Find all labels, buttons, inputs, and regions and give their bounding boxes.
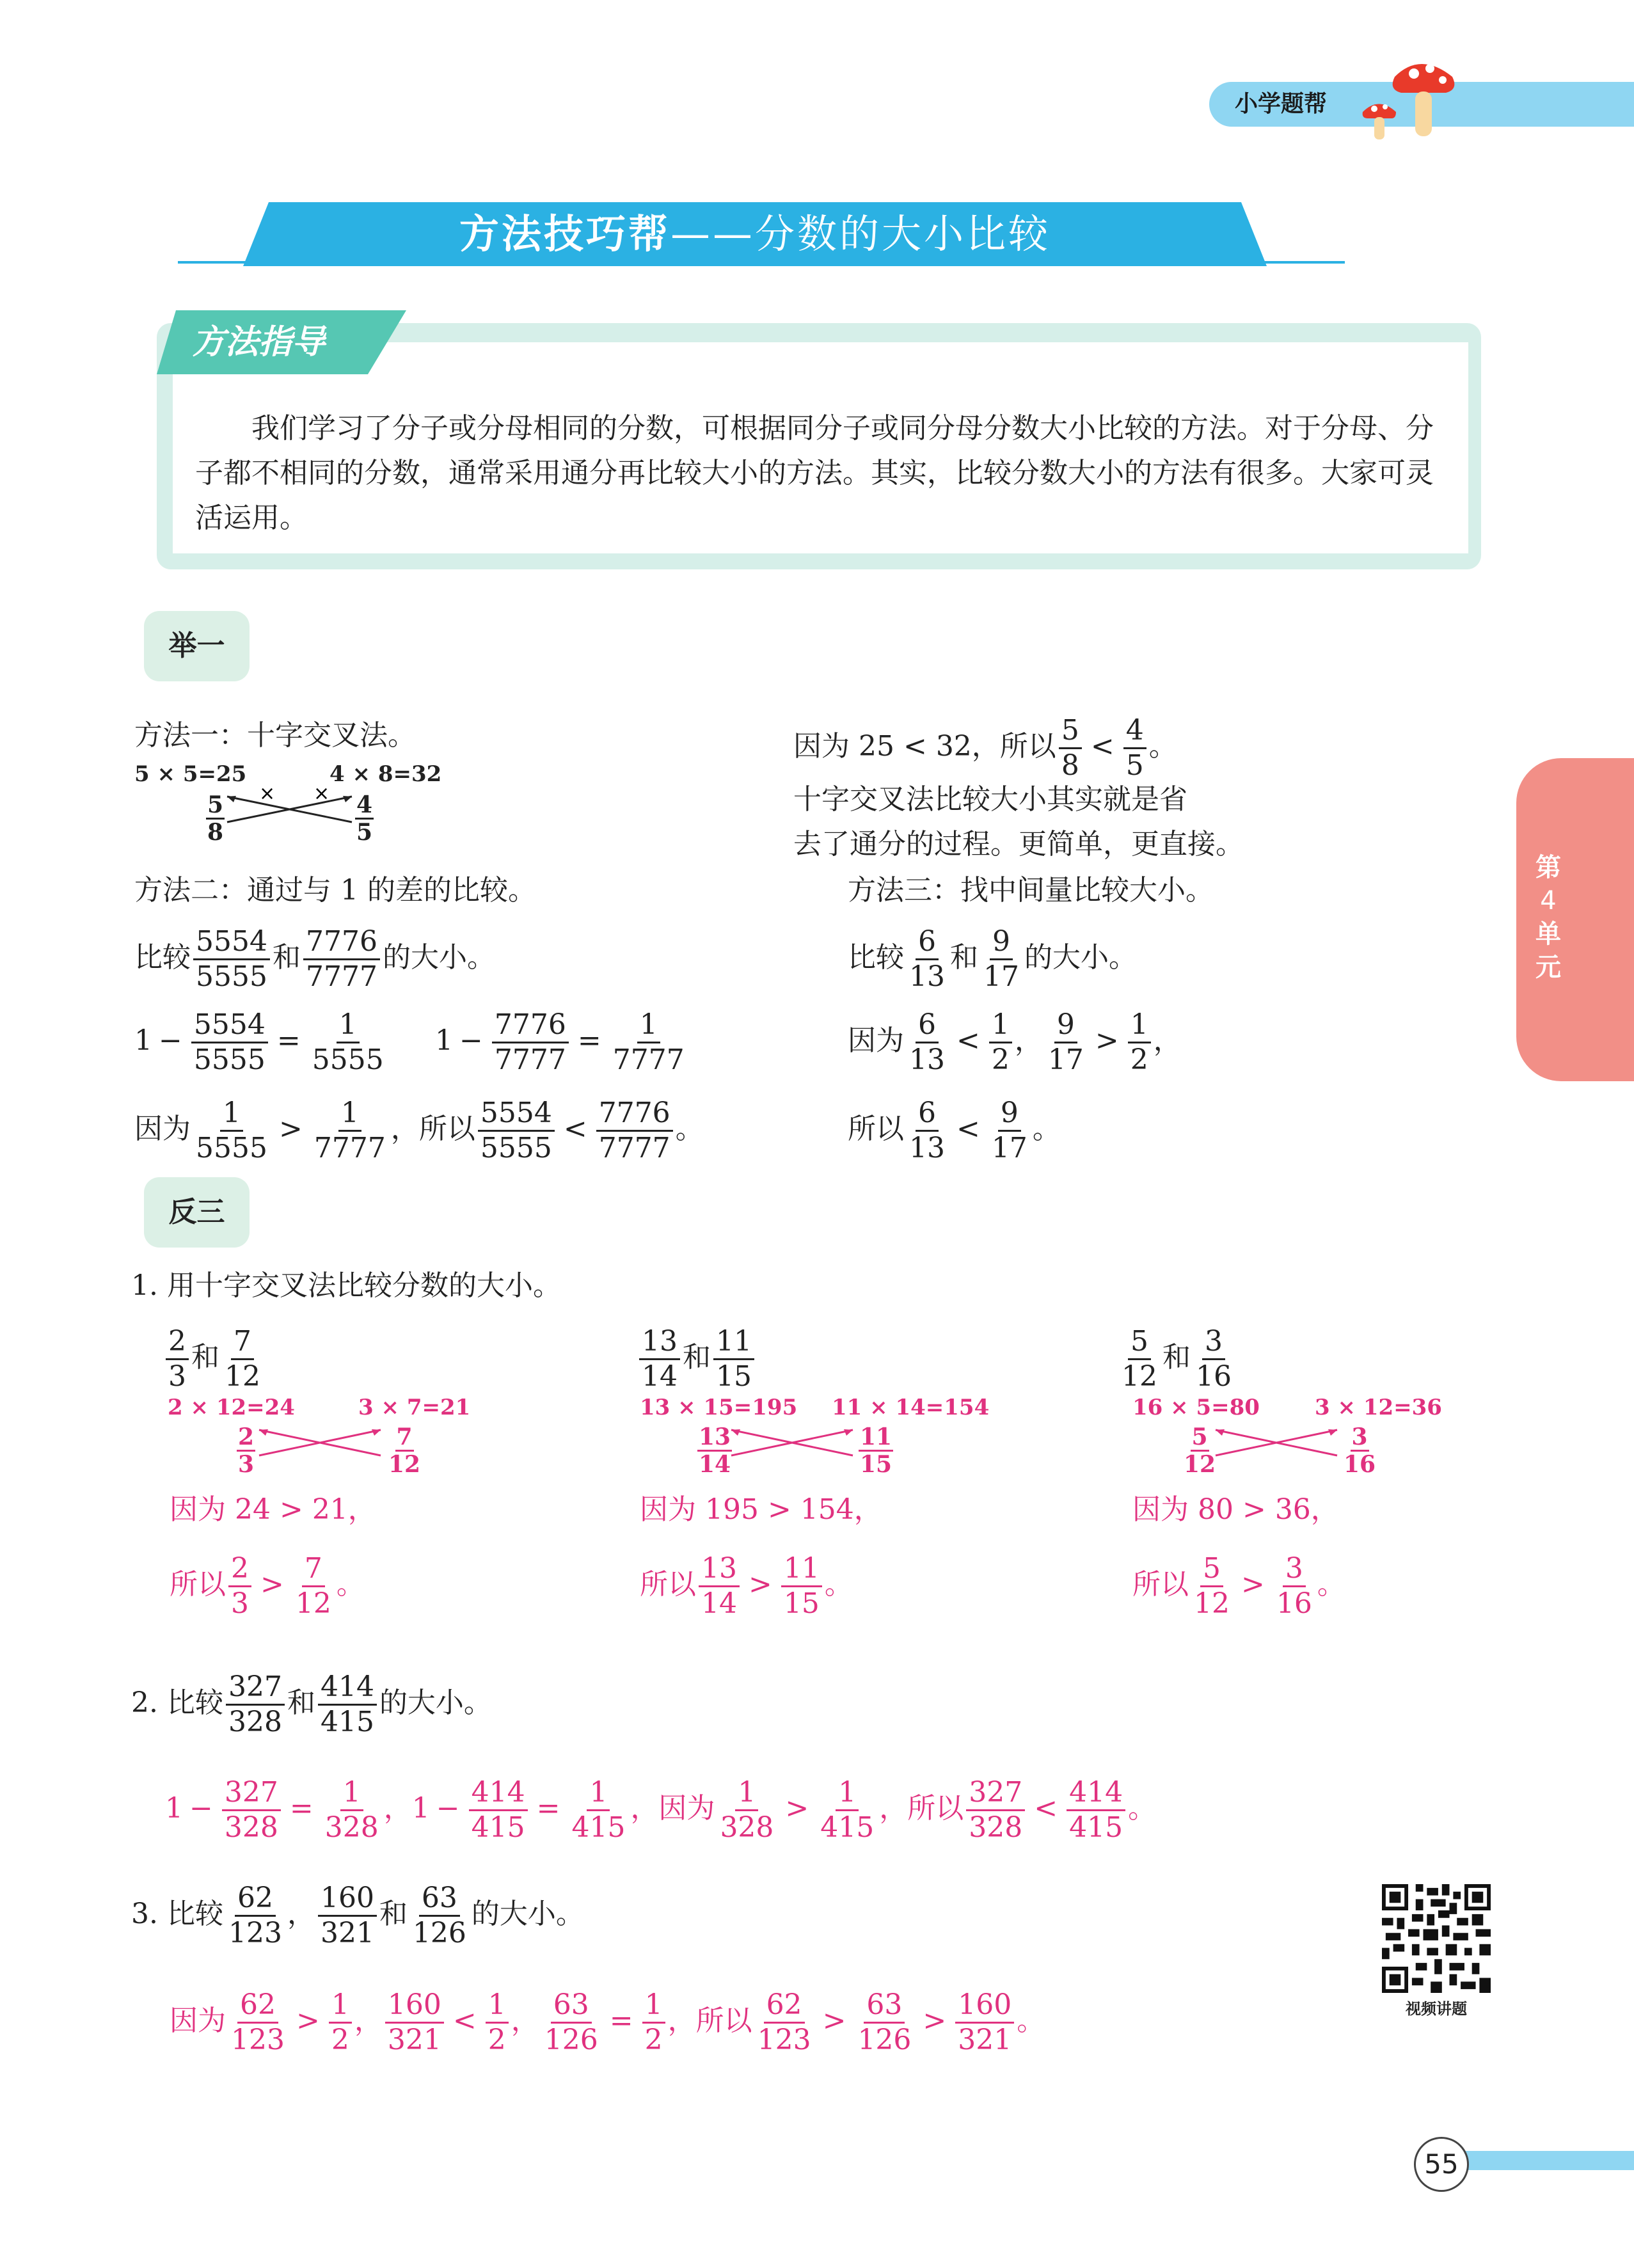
unit-side-label: 第 4 单 元 bbox=[1535, 853, 1561, 982]
fraction-4-5: $\frac{4}{5}$ bbox=[1123, 717, 1146, 780]
q1-item3-right-product: 3 × 12=36 bbox=[1315, 1395, 1442, 1420]
method1-cross-arrows bbox=[224, 784, 361, 841]
fraction-9-17: $\frac{9}{17}$ bbox=[983, 925, 1019, 993]
fraction-1-2: $\frac{1}{2}$ bbox=[486, 1991, 509, 2054]
fraction-414-415: $\frac{414}{415}$ bbox=[469, 1779, 528, 1842]
q1-item3-answer: 所以 $\frac{5}{12}$ > $\frac{3}{16}$ 。 bbox=[1132, 1552, 1345, 1620]
fraction-1-415: $\frac{1}{415}$ bbox=[571, 1776, 626, 1844]
fraction-5554-5555: $\frac{5554}{5555}$ bbox=[478, 1099, 555, 1162]
fraction-1-2: $\frac{1}{2}$ bbox=[642, 1991, 665, 2054]
svg-text:×: × bbox=[259, 784, 276, 805]
method1-title: 方法一：十字交叉法。 bbox=[134, 719, 416, 752]
q1-item1-answer: 所以 $\frac{2}{3}$ > $\frac{7}{12}$ 。 bbox=[170, 1552, 365, 1620]
fraction-3-16: $\frac{3}{16}$ bbox=[1196, 1325, 1232, 1393]
q1-item2-left-product: 13 × 15=195 bbox=[640, 1395, 798, 1420]
fraction-3-16: $\frac{3}{16}$ bbox=[1276, 1552, 1312, 1620]
method2-conclusion: 因为 $\frac{1}{5555}$ > $\frac{1}{7777}$ ，所以 $\frac{5554}{5555}$ < $\frac{7776}{7777}$ 。 bbox=[134, 1097, 704, 1164]
fraction-327-328: $\frac{327}{328}$ bbox=[226, 1673, 285, 1736]
guide-text: 我们学习了分子或分母相同的分数，可根据同分子或同分母分数大小比较的方法。对于分母、分子都不相同的分数，通常采用通分再比较大小的方法。其实，比较分数大小的方法有很多。大家可灵活运用。 bbox=[195, 412, 1434, 534]
fraction-1-2: $\frac{1}{2}$ bbox=[989, 1011, 1012, 1074]
fraction-9-17: $\frac{9}{17}$ bbox=[1047, 1008, 1084, 1076]
qr-label: 视频讲题 bbox=[1406, 2000, 1467, 2018]
q1-item1-fraction-a: 2 3 bbox=[238, 1423, 255, 1478]
method1-fraction-b: 4 5 bbox=[356, 791, 373, 846]
guide-tab-label: 方法指导 bbox=[192, 323, 326, 361]
fraction-5554-5555: $\frac{5554}{5555}$ bbox=[193, 928, 270, 991]
q1-item3-prompt: $\frac{5}{12}$ 和 $\frac{3}{16}$ bbox=[1116, 1328, 1237, 1391]
method2-title: 方法二：通过与 1 的差的比较。 bbox=[134, 874, 536, 907]
q1-item1-left-product: 2 × 12=24 bbox=[168, 1395, 295, 1420]
fraction-2-3: $\frac{2}{3}$ bbox=[166, 1328, 189, 1391]
fraction-5-12: $\frac{5}{12}$ bbox=[1194, 1552, 1230, 1620]
method1-note-1: 十字交叉法比较大小其实就是省 bbox=[793, 783, 1187, 816]
fraction-160-321: $\frac{160}{321}$ bbox=[955, 1991, 1014, 2054]
q1-item2-right-product: 11 × 14=154 bbox=[832, 1395, 990, 1420]
fraction-1-5555: $\frac{1}{5555}$ bbox=[312, 1008, 384, 1076]
method1-fraction-a: 5 8 bbox=[207, 791, 224, 846]
fraction-327-328: $\frac{327}{328}$ bbox=[966, 1779, 1025, 1842]
fraction-327-328: $\frac{327}{328}$ bbox=[222, 1779, 281, 1842]
fraction-6-13: $\frac{6}{13}$ bbox=[909, 1097, 945, 1164]
fraction-7776-7777: $\frac{7776}{7777}$ bbox=[596, 1099, 673, 1162]
fraction-1-5555: $\frac{1}{5555}$ bbox=[196, 1097, 267, 1164]
fraction-160-321: $\frac{160}{321}$ bbox=[385, 1991, 444, 2054]
q2-answer: 1 − $\frac{327}{328}$ = $\frac{1}{328}$ ，1 − $\frac{414}{415}$ = $\frac{1}{415}$ ，因为 $\frac{1}{328}$ > $\frac{1}{415}$ ，所以 $\frac{327}{328}$ < $\frac{414}{415}$ 。 bbox=[165, 1776, 1157, 1844]
section-tab-practice: 反三 bbox=[144, 1177, 250, 1248]
fraction-63-126: $\frac{63}{126}$ bbox=[544, 1988, 598, 2056]
fraction-6-13: $\frac{6}{13}$ bbox=[909, 1008, 945, 1076]
q1-item1-right-product: 3 × 7=21 bbox=[358, 1395, 471, 1420]
q1-title: 1. 用十字交叉法比较分数的大小。 bbox=[131, 1269, 561, 1302]
q1-item2-cross-arrows bbox=[728, 1420, 859, 1471]
fraction-1-7777: $\frac{1}{7777}$ bbox=[313, 1097, 386, 1164]
fraction-9-17: $\frac{9}{17}$ bbox=[991, 1097, 1027, 1164]
fraction-7776-7777: $\frac{7776}{7777}$ bbox=[303, 928, 380, 991]
fraction-7-12: $\frac{7}{12}$ bbox=[225, 1325, 260, 1393]
fraction-1-2: $\frac{1}{2}$ bbox=[329, 1991, 352, 2054]
fraction-62-123: $\frac{62}{123}$ bbox=[231, 1988, 285, 2056]
q3-title: 3. 比较 $\frac{62}{123}$ ， $\frac{160}{321}$ 和 $\frac{63}{126}$ 的大小。 bbox=[131, 1882, 584, 1949]
method2-diff-b: 1 − $\frac{7776}{7777}$ = $\frac{1}{7777}$ bbox=[435, 1011, 690, 1074]
q1-item1-because: 因为 24 > 21， bbox=[170, 1493, 376, 1526]
method1-result: 因为 25 < 32，所以 $\frac{5}{8}$ < $\frac{4}{5}$ 。 bbox=[793, 714, 1177, 782]
qr-code-icon[interactable] bbox=[1382, 1884, 1491, 1993]
q1-item2-fraction-b: 11 15 bbox=[860, 1423, 892, 1478]
fraction-160-321: $\frac{160}{321}$ bbox=[318, 1884, 377, 1947]
fraction-414-415: $\frac{414}{415}$ bbox=[318, 1673, 377, 1736]
svg-text:×: × bbox=[313, 784, 330, 805]
q1-item2-fraction-a: 13 14 bbox=[699, 1423, 731, 1478]
section-tab-example: 举一 bbox=[144, 611, 250, 681]
fraction-1-415: $\frac{1}{415}$ bbox=[820, 1776, 875, 1844]
fraction-6-13: $\frac{6}{13}$ bbox=[909, 925, 945, 993]
fraction-414-415: $\frac{414}{415}$ bbox=[1067, 1779, 1125, 1842]
method3-conclusion: 所以 $\frac{6}{13}$ < $\frac{9}{17}$ 。 bbox=[848, 1097, 1061, 1164]
method3-compare: 比较 $\frac{6}{13}$ 和 $\frac{9}{17}$ 的大小。 bbox=[848, 925, 1137, 993]
method1-right-product: 4 × 8=32 bbox=[329, 761, 442, 787]
q1-item1-prompt: $\frac{2}{3}$ 和 $\frac{7}{12}$ bbox=[163, 1328, 266, 1391]
fraction-62-123: $\frac{62}{123}$ bbox=[757, 1988, 811, 2056]
fraction-13-14: $\frac{13}{14}$ bbox=[699, 1555, 740, 1618]
fraction-5-8: $\frac{5}{8}$ bbox=[1059, 717, 1082, 780]
q2-title: 2. 比较 $\frac{327}{328}$ 和 $\frac{414}{415}$ 的大小。 bbox=[131, 1670, 492, 1738]
method2-compare: 比较 $\frac{5554}{5555}$ 和 $\frac{7776}{7777}$ 的大小。 bbox=[134, 925, 495, 993]
fraction-5-12: $\frac{5}{12}$ bbox=[1122, 1325, 1157, 1393]
method3-title: 方法三：找中间量比较大小。 bbox=[848, 874, 1214, 907]
q1-item3-left-product: 16 × 5=80 bbox=[1132, 1395, 1260, 1420]
fraction-13-14: $\frac{13}{14}$ bbox=[639, 1328, 680, 1391]
method3-reason: 因为 $\frac{6}{13}$ < $\frac{1}{2}$ ， $\frac{9}{17}$ > $\frac{1}{2}$ ， bbox=[848, 1008, 1182, 1076]
q1-item1-cross-arrows bbox=[256, 1420, 387, 1471]
fraction-1-2: $\frac{1}{2}$ bbox=[1128, 1011, 1151, 1074]
method1-left-product: 5 × 5=25 bbox=[134, 761, 247, 787]
fraction-1-7777: $\frac{1}{7777}$ bbox=[612, 1008, 685, 1076]
fraction-63-126: $\frac{63}{126}$ bbox=[857, 1988, 912, 2056]
page-number: 55 bbox=[1414, 2137, 1469, 2192]
q1-item3-because: 因为 80 > 36， bbox=[1132, 1493, 1339, 1526]
fraction-1-328: $\frac{1}{328}$ bbox=[324, 1776, 379, 1844]
page-title: 方法技巧帮——分数的大小比较 bbox=[459, 210, 1051, 257]
q3-answer: 因为 $\frac{62}{123}$ > $\frac{1}{2}$ ， $\frac{160}{321}$ < $\frac{1}{2}$ ， $\frac{63}{126}$ = $\frac{1}{2}$ ，所以 $\frac{62}{123}$ > $\frac{63}{126}$ > $\frac{160}{321}$ 。 bbox=[170, 1988, 1045, 2056]
fraction-1-328: $\frac{1}{328}$ bbox=[720, 1776, 774, 1844]
fraction-11-15: $\frac{11}{15}$ bbox=[781, 1555, 822, 1618]
q1-item3-fraction-b: 3 16 bbox=[1344, 1423, 1376, 1478]
fraction-2-3: $\frac{2}{3}$ bbox=[228, 1555, 251, 1618]
fraction-62-123: $\frac{62}{123}$ bbox=[228, 1882, 282, 1949]
fraction-63-126: $\frac{63}{126}$ bbox=[412, 1882, 466, 1949]
mushroom-icon bbox=[1356, 54, 1471, 144]
q1-item1-fraction-b: 7 12 bbox=[388, 1423, 421, 1478]
q1-item2-answer: 所以 $\frac{13}{14}$ > $\frac{11}{15}$ 。 bbox=[640, 1552, 853, 1620]
q1-item3-fraction-a: 5 12 bbox=[1184, 1423, 1216, 1478]
method2-diff-a: 1 − $\frac{5554}{5555}$ = $\frac{1}{5555}$ bbox=[134, 1011, 389, 1074]
q1-item3-cross-arrows bbox=[1212, 1420, 1344, 1471]
fraction-7776-7777: $\frac{7776}{7777}$ bbox=[492, 1011, 569, 1074]
header-label: 小学题帮 bbox=[1235, 91, 1328, 117]
fraction-5554-5555: $\frac{5554}{5555}$ bbox=[191, 1011, 268, 1074]
fraction-11-15: $\frac{11}{15}$ bbox=[713, 1328, 754, 1391]
method1-note-2: 去了通分的过程。更简单，更直接。 bbox=[793, 828, 1244, 860]
q1-item2-because: 因为 195 > 154， bbox=[640, 1493, 882, 1526]
fraction-7-12: $\frac{7}{12}$ bbox=[295, 1552, 331, 1620]
q1-item2-prompt: $\frac{13}{14}$ 和 $\frac{11}{15}$ bbox=[637, 1328, 757, 1391]
